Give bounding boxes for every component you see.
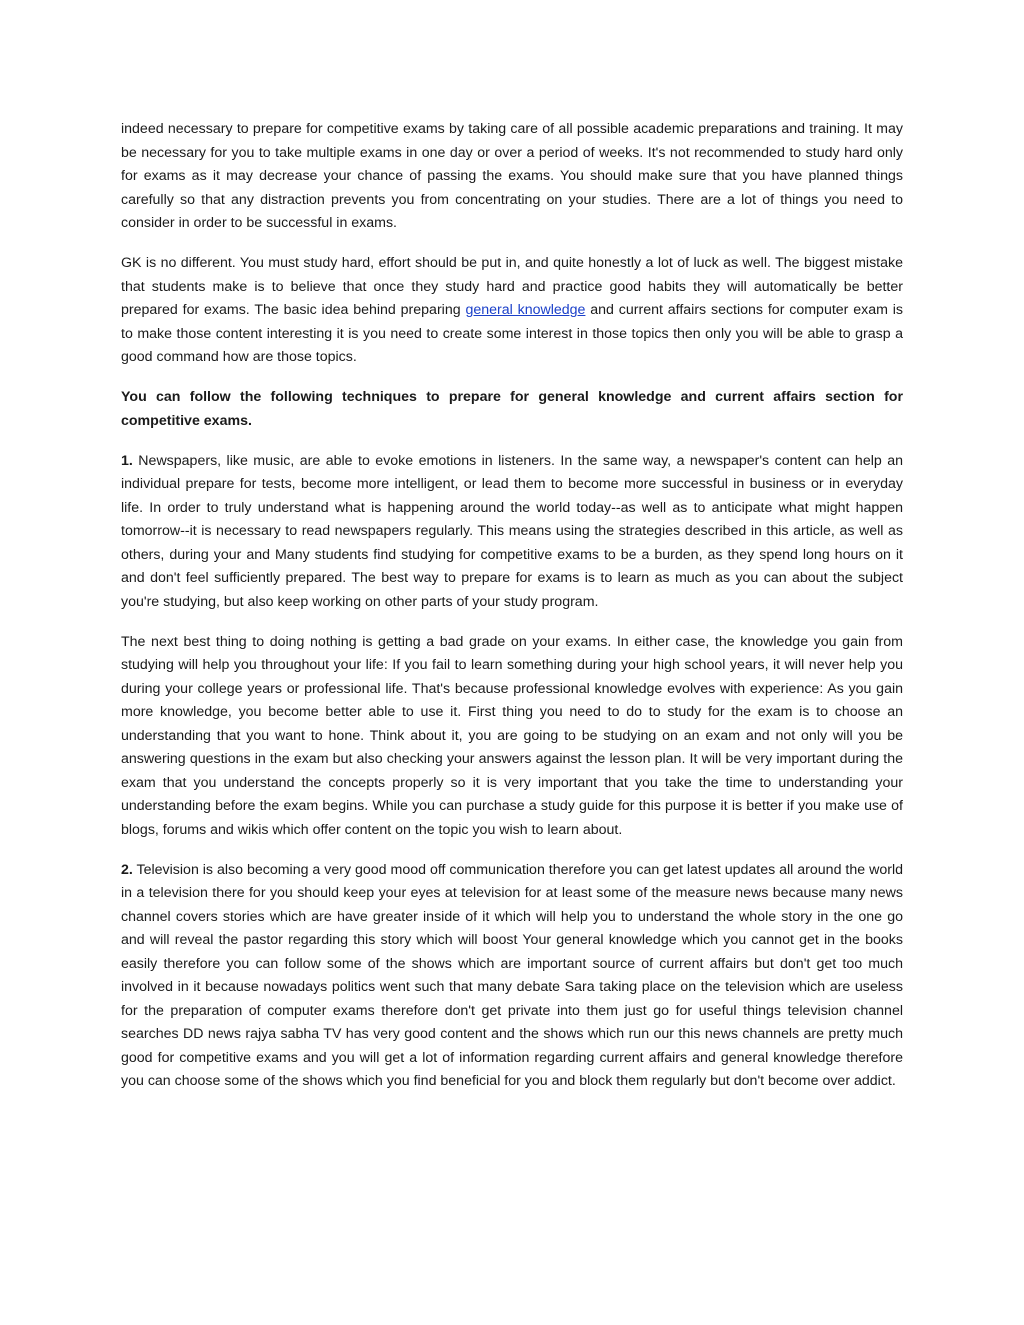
paragraph-gk — [121, 252, 903, 370]
paragraph-next-best: The next best thing to doing nothing is getting a bad grade on your exams. In either case, the knowledge you gain from studying will help you throughout your life: If you fail to learn something during your high school years, it will never help you during your college years or professional life. That's because professional knowledge evolves with experience: As you gain more knowledge, you become better able to use it. First thing you need to do to study for the exam is to choose an understanding that you want to hone. Think about it, you are going to be studying on an exam and not only will you be answering questions in the exam but also checking your answers against the lesson plan. It will be very important during the exam that you understand the concepts properly so it is very important that you take the time to understanding your understanding before the exam begins. While you can purchase a study guide for this purpose it is better if you make use of blogs, forums and wikis which offer content on the topic you wish to learn about. — [121, 633, 903, 838]
general-knowledge-link[interactable]: general knowledge — [465, 302, 586, 318]
paragraph-gk-text-before: GK is no different. You must study hard, effort should be put in, and quite honestly a lot of luck as well. The biggest mistake that students make is to believe that once they study hard and practice good habits they will automatically be better prepared for exams. The basic idea behind preparing — [121, 255, 903, 318]
paragraph-newspapers — [121, 450, 903, 615]
list-number-2: 2. — [121, 861, 133, 878]
document-page — [121, 118, 903, 1110]
paragraph-intro: indeed necessary to prepare for competitive exams by taking care of all possible academic preparations and training. It may be necessary for you to take multiple exams in one day or over a period of weeks. It's not recommended to study hard only for exams as it may decrease your chance of passing the exams. You should make sure that you have planned things carefully so that any distraction prevents you from concentrating on your studies. There are a lot of things you need to consider in order to be successful in exams. — [121, 121, 903, 231]
paragraph-gk-text-after: and current affairs sections for computer exam is to make those content interesting it is you need to create some interest in those topics then only you will be able to grasp a good command how are those topics. — [121, 302, 903, 365]
paragraph-newspapers-text: Newspapers, like music, are able to evoke emotions in listeners. In the same way, a newspaper's content can help an individual prepare for tests, become more intelligent, or lead them to become more successful in business or in everyday life. In order to truly understand what is happening around the world today--as well as to anticipate what might happen tomorrow--it is necessary to read newspapers regularly. This means using the strategies described in this article, as well as others, during your and Many students find studying for competitive exams to be a burden, as they spend long hours on it and don't feel sufficiently prepared. The best way to prepare for exams is to learn as much as you can about the subject you're studying, but also keep working on other parts of your study program. — [121, 452, 903, 610]
list-number-1: 1. — [121, 452, 133, 469]
paragraph-television-text: Television is also becoming a very good mood off communication therefore you can get latest updates all around the world in a television there for you should keep your eyes at television for at least some of the measure news because many news channel covers stories which are have greater inside of it which will help you to understand the whole story in the one go and will reveal the pastor regarding this story which will boost Your general knowledge which you cannot get in the books easily therefore you can follow some of the shows which are important source of current affairs but don't get too much involved in it because nowadays politics went such that many debate Sara taking place on the television which are useless for the preparation of computer exams therefore don't get private into them just go for useful things television channel searches DD news rajya sabha TV has very good content and the shows which run our this news channels are pretty much good for competitive exams and you will get a lot of information regarding current affairs and general knowledge therefore you can choose some of the shows which you find beneficial for you and block them regularly but don't become over addict. — [121, 861, 903, 1089]
techniques-heading: You can follow the following techniques to prepare for general knowledge and current affairs section for competitive exams. — [121, 389, 903, 429]
paragraph-television — [121, 859, 903, 1094]
